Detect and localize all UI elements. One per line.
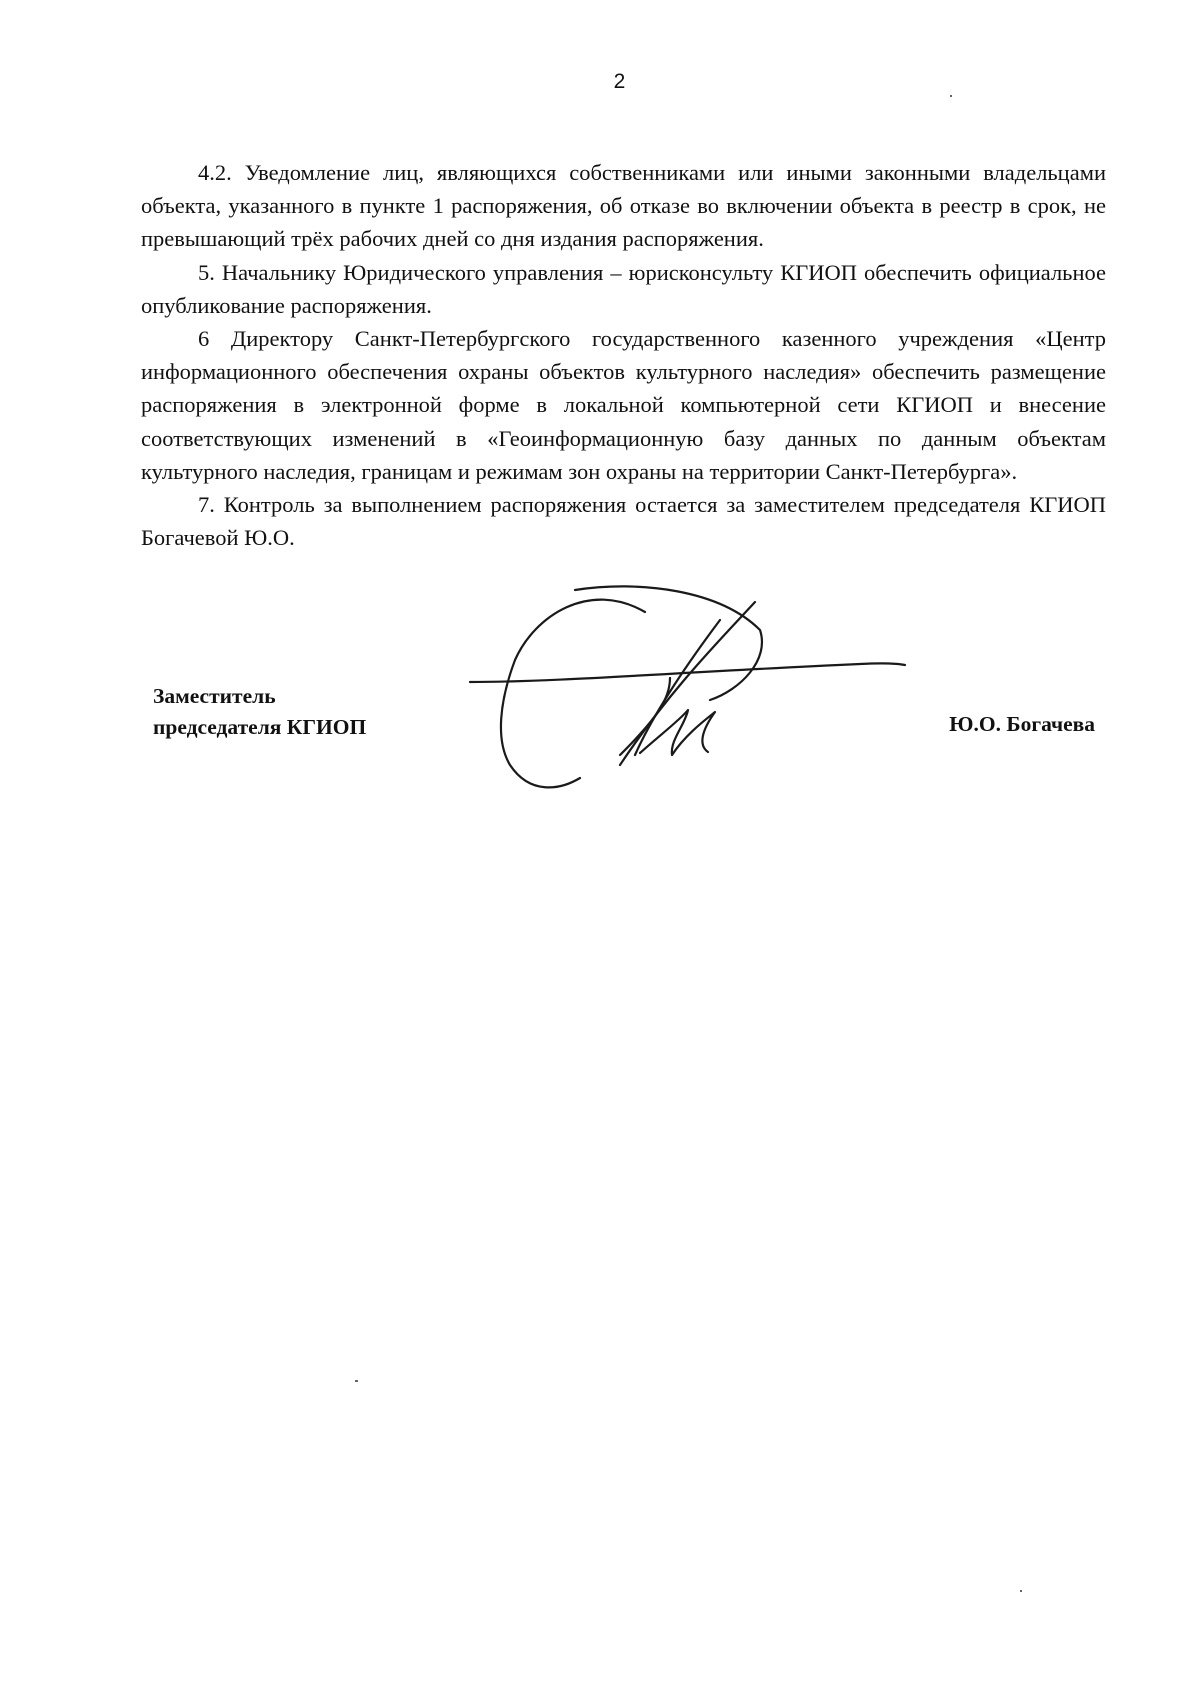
paragraph-5: 5. Начальнику Юридического управления – юрисконсульту КГИОП обеспечить официальное опубликование распоряжения. [141, 259, 1106, 318]
scan-speck [1020, 1590, 1022, 1592]
signatory-title-line-1: Заместитель [153, 684, 276, 708]
signatory-name: Ю.О. Богачева [949, 712, 1095, 736]
scan-speck [355, 1380, 358, 1382]
paragraph-6: 6 Директору Санкт-Петербургского государственного казенного учреждения «Центр информационного обеспечения охраны объектов культурного наследия» обеспечить размещение распоряжения в электронной форме в локальной компьютерной сети КГИОП и внесение соответствующих изменений в «Геоинформационную базу данных по данным объектам культурного наследия, границам и режимам зон охраны на территории Санкт-Петербурга». [141, 326, 1106, 484]
paragraph-7: 7. Контроль за выполнением распоряжения остается за заместителем председателя КГИОП Богачевой Ю.О. [141, 492, 1106, 551]
handwritten-signature [440, 560, 960, 820]
paragraph-4-2: 4.2. Уведомление лиц, являющихся собственниками или иными законными владельцами объекта, указанного в пункте 1 распоряжения, об отказе во включении объекта в реестр в срок, не превышающий трёх рабочих дней со дня издания распоряжения. [141, 160, 1106, 252]
signatory-title [153, 681, 366, 743]
signatory-title-line-2: председателя КГИОП [153, 715, 367, 739]
page-number: 2 [613, 70, 626, 93]
document-body [141, 156, 1106, 554]
scan-speck [950, 95, 952, 97]
